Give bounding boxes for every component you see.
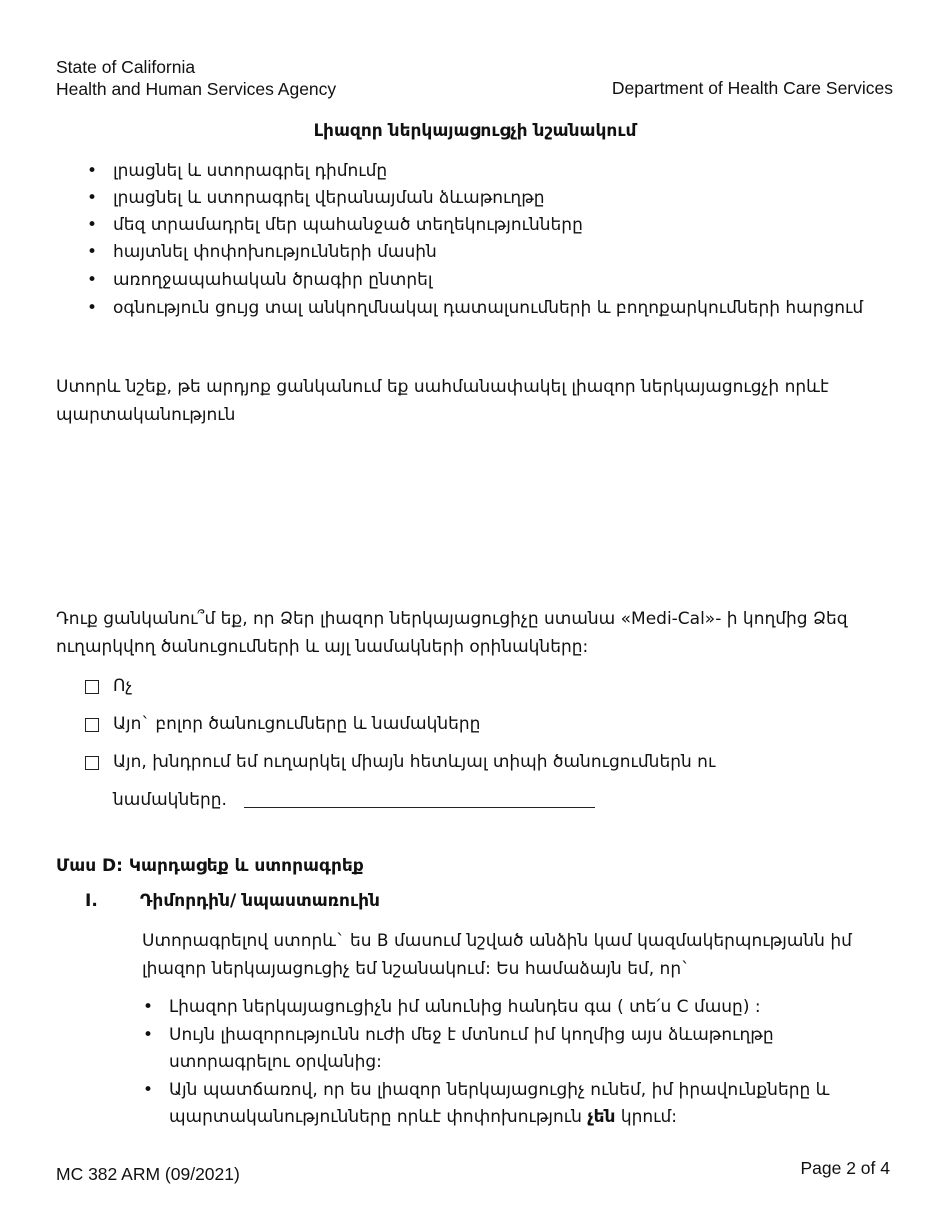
form-id: MC 382 ARM (09/2021)	[56, 1164, 240, 1184]
list-item: լրացնել և ստորագրել վերանայման ձևաթուղթը	[113, 188, 545, 208]
bullet-icon: •	[143, 1025, 154, 1045]
bullet-icon: •	[87, 215, 98, 235]
bullet-icon: •	[143, 997, 154, 1017]
page-title: Լիազոր ներկայացուցչի նշանակում	[313, 121, 637, 141]
option-yes-some-label-cont: նամակները.	[113, 790, 227, 810]
text-segment: պարտականությունները որևէ փոփոխություն	[169, 1107, 588, 1127]
notice-types-input-line[interactable]	[244, 807, 595, 808]
intro-line1: Ստորագրելով ստորև` ես B մասում նշված անձին կամ կազմակերպությանն իմ	[142, 931, 852, 951]
limit-prompt-line1: Ստորև նշեք, թե արդյոք ցանկանում եք սահմանափակել լիազոր ներկայացուցչի որևէ	[56, 377, 829, 397]
state-name: State of California	[56, 57, 196, 77]
list-item: լրացնել և ստորագրել դիմումը	[113, 161, 388, 181]
department-name: Department of Health Care Services	[611, 78, 893, 98]
bullet-icon: •	[87, 298, 98, 318]
page-number: Page 2 of 4	[800, 1158, 890, 1178]
option-yes-all-label: Այո` բոլոր ծանուցումները և նամակները	[113, 714, 481, 734]
list-item: Այն պատճառով, որ ես լիազոր ներկայացուցիչ ունեմ, իմ իրավունքները և	[169, 1080, 830, 1100]
checkbox-yes-some[interactable]	[85, 756, 99, 770]
checkbox-yes-all[interactable]	[85, 718, 99, 732]
section-number: I.	[85, 891, 98, 911]
intro-line2: լիազոր ներկայացուցիչ եմ նշանակում: Ես համաձայն եմ, որ`	[142, 959, 690, 979]
part-d-heading: Մաս D: Կարդացեք և ստորագրեք	[56, 856, 364, 876]
option-yes-some-label: Այո, խնդրում եմ ուղարկել միայն հետևյալ տիպի ծանուցումներն ու	[113, 752, 716, 772]
list-item: Սույն լիազորությունն ուժի մեջ է մտնում իմ կողմից այս ձևաթուղթը	[169, 1025, 774, 1045]
copies-question-line1: Դուք ցանկանու՞մ եք, որ Ձեր լիազոր ներկայացուցիչը ստանա «Medi-Cal»- ի կողմից Ձեզ	[56, 609, 848, 629]
list-item: հայտնել փոփոխությունների մասին	[113, 242, 437, 262]
list-item: մեզ տրամադրել մեր պահանջած տեղեկությունները	[113, 215, 583, 235]
limit-prompt-line2: պարտականություն	[56, 405, 236, 425]
emphasis-text: չեն	[587, 1107, 616, 1127]
option-no-label: Ոչ	[113, 676, 133, 696]
bullet-icon: •	[143, 1080, 154, 1100]
section-heading: Դիմորդին/ նպաստառուին	[140, 891, 380, 911]
copies-question-line2: ուղարկվող ծանուցումների և այլ նամակների օրինակները:	[56, 637, 589, 657]
agency-name: Health and Human Services Agency	[56, 79, 337, 99]
checkbox-no[interactable]	[85, 680, 99, 694]
list-item: առողջապահական ծրագիր ընտրել	[113, 270, 433, 290]
list-item: օգնություն ցույց տալ անկողմնակալ դատալսումների և բողոքարկումների հարցում	[113, 298, 864, 318]
bullet-icon: •	[87, 270, 98, 290]
list-item: Լիազոր ներկայացուցիչն իմ անունից հանդես գա ( տե՛ս C մասը) :	[169, 997, 761, 1017]
text-segment: կրում:	[615, 1107, 678, 1127]
bullet-icon: •	[87, 242, 98, 262]
bullet-icon: •	[87, 188, 98, 208]
bullet-icon: •	[87, 161, 98, 181]
list-item-cont: ստորագրելու օրվանից:	[169, 1052, 382, 1072]
list-item-cont	[169, 1107, 677, 1127]
